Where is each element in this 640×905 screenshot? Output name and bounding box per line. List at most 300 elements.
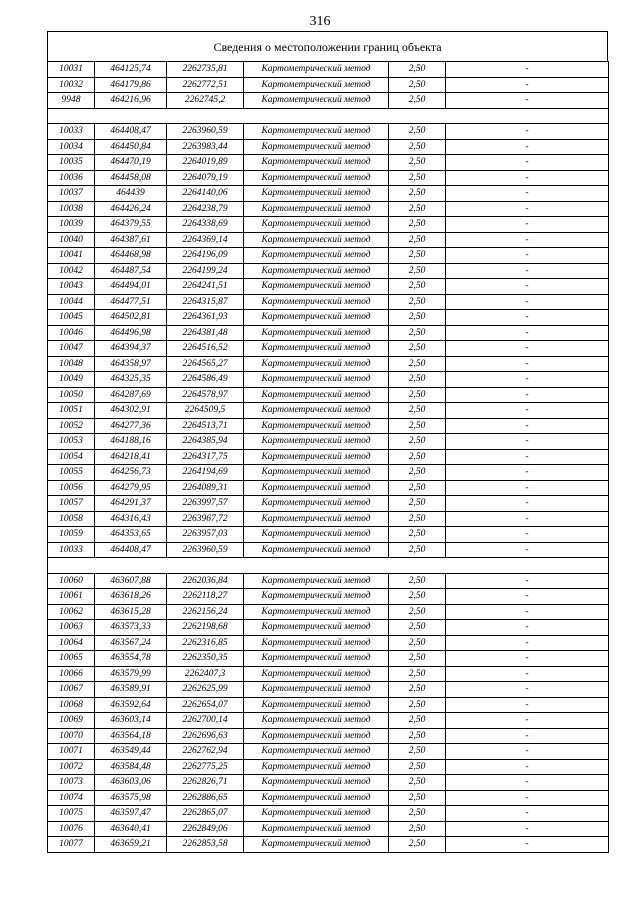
precision-cell: 2,50 (389, 217, 446, 233)
precision-cell: 2,50 (389, 356, 446, 372)
point-number-cell: 10046 (48, 325, 95, 341)
description-cell: - (446, 837, 609, 853)
point-number-cell: 10052 (48, 418, 95, 434)
precision-cell: 2,50 (389, 124, 446, 140)
coordinate-y-cell: 2264578,97 (167, 387, 244, 403)
description-cell: - (446, 480, 609, 496)
coordinate-y-cell: 2262775,25 (167, 759, 244, 775)
coordinate-x-cell: 463564,18 (95, 728, 167, 744)
point-number-cell: 10058 (48, 511, 95, 527)
coordinate-x-cell: 464287,69 (95, 387, 167, 403)
precision-cell: 2,50 (389, 697, 446, 713)
precision-cell: 2,50 (389, 542, 446, 558)
coordinate-x-cell: 464494,01 (95, 279, 167, 295)
coordinate-x-cell: 463618,26 (95, 589, 167, 605)
description-cell: - (446, 651, 609, 667)
point-number-cell: 10033 (48, 124, 95, 140)
point-number-cell: 10068 (48, 697, 95, 713)
precision-cell: 2,50 (389, 434, 446, 450)
coordinate-x-cell: 464468,98 (95, 248, 167, 264)
method-cell: Картометрический метод (244, 93, 389, 109)
point-number-cell: 10067 (48, 682, 95, 698)
description-cell: - (446, 449, 609, 465)
method-cell: Картометрический метод (244, 418, 389, 434)
group-separator-row (48, 558, 609, 574)
point-number-cell: 10033 (48, 542, 95, 558)
coordinate-y-cell: 2264238,79 (167, 201, 244, 217)
point-number-cell: 10039 (48, 217, 95, 233)
coordinate-x-cell: 463640,41 (95, 821, 167, 837)
point-number-cell: 10032 (48, 77, 95, 93)
precision-cell: 2,50 (389, 589, 446, 605)
table-row (48, 465, 609, 481)
table-row (48, 527, 609, 543)
coordinate-x-cell: 464316,43 (95, 511, 167, 527)
method-cell: Картометрический метод (244, 651, 389, 667)
precision-cell: 2,50 (389, 527, 446, 543)
coordinate-x-cell: 463567,24 (95, 635, 167, 651)
point-number-cell: 10043 (48, 279, 95, 295)
precision-cell: 2,50 (389, 387, 446, 403)
description-cell: - (446, 372, 609, 388)
coordinate-x-cell: 464496,98 (95, 325, 167, 341)
precision-cell: 2,50 (389, 573, 446, 589)
separator-cell (48, 558, 609, 574)
method-cell: Картометрический метод (244, 635, 389, 651)
method-cell: Картометрический метод (244, 217, 389, 233)
table-row (48, 449, 609, 465)
table-row (48, 232, 609, 248)
description-cell: - (446, 573, 609, 589)
coordinate-x-cell: 464379,55 (95, 217, 167, 233)
method-cell: Картометрический метод (244, 201, 389, 217)
coordinate-x-cell: 464291,37 (95, 496, 167, 512)
coordinate-y-cell: 2262853,58 (167, 837, 244, 853)
point-number-cell: 10076 (48, 821, 95, 837)
point-number-cell: 10042 (48, 263, 95, 279)
precision-cell: 2,50 (389, 465, 446, 481)
method-cell: Картометрический метод (244, 713, 389, 729)
method-cell: Картометрический метод (244, 403, 389, 419)
table-row (48, 651, 609, 667)
coordinate-y-cell: 2263960,59 (167, 542, 244, 558)
description-cell: - (446, 790, 609, 806)
coordinate-y-cell: 2264513,71 (167, 418, 244, 434)
method-cell: Картометрический метод (244, 170, 389, 186)
coordinate-x-cell: 463592,64 (95, 697, 167, 713)
coordinate-y-cell: 2262118,27 (167, 589, 244, 605)
coordinate-y-cell: 2264338,69 (167, 217, 244, 233)
point-number-cell: 10044 (48, 294, 95, 310)
method-cell: Картометрический метод (244, 604, 389, 620)
method-cell: Картометрический метод (244, 232, 389, 248)
description-cell: - (446, 542, 609, 558)
coordinate-y-cell: 2264317,75 (167, 449, 244, 465)
description-cell: - (446, 356, 609, 372)
separator-cell (48, 108, 609, 124)
point-number-cell: 10047 (48, 341, 95, 357)
precision-cell: 2,50 (389, 139, 446, 155)
table-row (48, 186, 609, 202)
coordinate-y-cell: 2264199,24 (167, 263, 244, 279)
coordinate-y-cell: 2262156,24 (167, 604, 244, 620)
point-number-cell: 10064 (48, 635, 95, 651)
coordinate-y-cell: 2264361,93 (167, 310, 244, 326)
coordinate-x-cell: 464358,97 (95, 356, 167, 372)
coordinate-x-cell: 464325,35 (95, 372, 167, 388)
coordinates-table (47, 61, 609, 853)
point-number-cell: 10072 (48, 759, 95, 775)
method-cell: Картометрический метод (244, 775, 389, 791)
coordinate-y-cell: 2262826,71 (167, 775, 244, 791)
coordinate-y-cell: 2262625,99 (167, 682, 244, 698)
description-cell: - (446, 201, 609, 217)
group-separator-row (48, 108, 609, 124)
table-row (48, 806, 609, 822)
method-cell: Картометрический метод (244, 759, 389, 775)
description-cell: - (446, 403, 609, 419)
table-row (48, 201, 609, 217)
method-cell: Картометрический метод (244, 263, 389, 279)
coordinate-y-cell: 2262654,07 (167, 697, 244, 713)
method-cell: Картометрический метод (244, 527, 389, 543)
description-cell: - (446, 806, 609, 822)
point-number-cell: 10040 (48, 232, 95, 248)
point-number-cell: 10037 (48, 186, 95, 202)
description-cell: - (446, 387, 609, 403)
method-cell: Картометрический метод (244, 310, 389, 326)
description-cell: - (446, 263, 609, 279)
precision-cell: 2,50 (389, 604, 446, 620)
method-cell: Картометрический метод (244, 573, 389, 589)
coordinate-y-cell: 2264079,19 (167, 170, 244, 186)
table-row (48, 620, 609, 636)
point-number-cell: 10069 (48, 713, 95, 729)
description-cell: - (446, 759, 609, 775)
coordinate-x-cell: 463554,78 (95, 651, 167, 667)
point-number-cell: 10070 (48, 728, 95, 744)
point-number-cell: 9948 (48, 93, 95, 109)
coordinate-x-cell: 464408,47 (95, 542, 167, 558)
precision-cell: 2,50 (389, 341, 446, 357)
coordinate-y-cell: 2262700,14 (167, 713, 244, 729)
coordinate-x-cell: 464353,65 (95, 527, 167, 543)
method-cell: Картометрический метод (244, 387, 389, 403)
coordinate-x-cell: 464470,19 (95, 155, 167, 171)
table-row (48, 589, 609, 605)
precision-cell: 2,50 (389, 294, 446, 310)
point-number-cell: 10034 (48, 139, 95, 155)
method-cell: Картометрический метод (244, 77, 389, 93)
description-cell: - (446, 697, 609, 713)
table-row (48, 635, 609, 651)
coordinate-x-cell: 464216,96 (95, 93, 167, 109)
method-cell: Картометрический метод (244, 697, 389, 713)
method-cell: Картометрический метод (244, 728, 389, 744)
coordinate-y-cell: 2263967,72 (167, 511, 244, 527)
coordinate-y-cell: 2262350,35 (167, 651, 244, 667)
coordinate-x-cell: 464218,41 (95, 449, 167, 465)
table-row (48, 124, 609, 140)
coordinate-x-cell: 463549,44 (95, 744, 167, 760)
point-number-cell: 10053 (48, 434, 95, 450)
point-number-cell: 10056 (48, 480, 95, 496)
description-cell: - (446, 682, 609, 698)
coordinate-x-cell: 463603,06 (95, 775, 167, 791)
point-number-cell: 10061 (48, 589, 95, 605)
point-number-cell: 10074 (48, 790, 95, 806)
method-cell: Картометрический метод (244, 186, 389, 202)
coordinate-x-cell: 464502,81 (95, 310, 167, 326)
coordinate-x-cell: 464408,47 (95, 124, 167, 140)
table-row (48, 403, 609, 419)
coordinate-y-cell: 2262735,81 (167, 62, 244, 78)
coordinates-table-body (48, 62, 609, 853)
method-cell: Картометрический метод (244, 341, 389, 357)
table-row (48, 790, 609, 806)
coordinate-x-cell: 464426,24 (95, 201, 167, 217)
coordinate-y-cell: 2264509,5 (167, 403, 244, 419)
method-cell: Картометрический метод (244, 806, 389, 822)
coordinate-y-cell: 2264196,09 (167, 248, 244, 264)
description-cell: - (446, 310, 609, 326)
coordinate-y-cell: 2262407,3 (167, 666, 244, 682)
precision-cell: 2,50 (389, 480, 446, 496)
coordinate-y-cell: 2262865,07 (167, 806, 244, 822)
coordinate-y-cell: 2264385,94 (167, 434, 244, 450)
point-number-cell: 10065 (48, 651, 95, 667)
precision-cell: 2,50 (389, 186, 446, 202)
table-title: Сведения о местоположении границ объекта (47, 31, 608, 61)
point-number-cell: 10045 (48, 310, 95, 326)
coordinate-x-cell: 463603,14 (95, 713, 167, 729)
table-row (48, 372, 609, 388)
point-number-cell: 10051 (48, 403, 95, 419)
table-row (48, 356, 609, 372)
precision-cell: 2,50 (389, 372, 446, 388)
method-cell: Картометрический метод (244, 139, 389, 155)
table-row (48, 434, 609, 450)
description-cell: - (446, 62, 609, 78)
point-number-cell: 10038 (48, 201, 95, 217)
description-cell: - (446, 434, 609, 450)
description-cell: - (446, 341, 609, 357)
coordinate-y-cell: 2264315,87 (167, 294, 244, 310)
description-cell: - (446, 77, 609, 93)
coordinate-y-cell: 2262849,06 (167, 821, 244, 837)
coordinate-x-cell: 464302,91 (95, 403, 167, 419)
coordinate-y-cell: 2263983,44 (167, 139, 244, 155)
precision-cell: 2,50 (389, 790, 446, 806)
method-cell: Картометрический метод (244, 124, 389, 140)
point-number-cell: 10063 (48, 620, 95, 636)
coordinate-x-cell: 464439 (95, 186, 167, 202)
description-cell: - (446, 589, 609, 605)
table-row (48, 248, 609, 264)
coordinate-x-cell: 463607,88 (95, 573, 167, 589)
coordinate-x-cell: 463573,33 (95, 620, 167, 636)
precision-cell: 2,50 (389, 775, 446, 791)
table-row (48, 604, 609, 620)
description-cell: - (446, 527, 609, 543)
description-cell: - (446, 294, 609, 310)
precision-cell: 2,50 (389, 682, 446, 698)
precision-cell: 2,50 (389, 232, 446, 248)
table-row (48, 496, 609, 512)
table-row (48, 775, 609, 791)
method-cell: Картометрический метод (244, 465, 389, 481)
precision-cell: 2,50 (389, 666, 446, 682)
precision-cell: 2,50 (389, 310, 446, 326)
table-row (48, 728, 609, 744)
table-row (48, 170, 609, 186)
coordinate-x-cell: 463579,99 (95, 666, 167, 682)
coordinate-x-cell: 464394,37 (95, 341, 167, 357)
point-number-cell: 10036 (48, 170, 95, 186)
coordinate-y-cell: 2263957,03 (167, 527, 244, 543)
method-cell: Картометрический метод (244, 511, 389, 527)
precision-cell: 2,50 (389, 170, 446, 186)
table-row (48, 294, 609, 310)
table-row (48, 744, 609, 760)
table-row (48, 418, 609, 434)
description-cell: - (446, 728, 609, 744)
method-cell: Картометрический метод (244, 294, 389, 310)
method-cell: Картометрический метод (244, 155, 389, 171)
coordinate-x-cell: 463597,47 (95, 806, 167, 822)
method-cell: Картометрический метод (244, 372, 389, 388)
coordinate-y-cell: 2262036,84 (167, 573, 244, 589)
coordinate-y-cell: 2264586,49 (167, 372, 244, 388)
method-cell: Картометрический метод (244, 620, 389, 636)
page-number: 316 (309, 14, 331, 29)
description-cell: - (446, 248, 609, 264)
description-cell: - (446, 666, 609, 682)
coordinate-x-cell: 464256,73 (95, 465, 167, 481)
precision-cell: 2,50 (389, 635, 446, 651)
coordinate-y-cell: 2262696,63 (167, 728, 244, 744)
point-number-cell: 10049 (48, 372, 95, 388)
method-cell: Картометрический метод (244, 821, 389, 837)
precision-cell: 2,50 (389, 325, 446, 341)
method-cell: Картометрический метод (244, 62, 389, 78)
table-row (48, 821, 609, 837)
description-cell: - (446, 93, 609, 109)
table-row (48, 573, 609, 589)
description-cell: - (446, 604, 609, 620)
description-cell: - (446, 279, 609, 295)
precision-cell: 2,50 (389, 759, 446, 775)
coordinate-x-cell: 464387,61 (95, 232, 167, 248)
coordinates-sheet (47, 31, 608, 853)
precision-cell: 2,50 (389, 728, 446, 744)
precision-cell: 2,50 (389, 496, 446, 512)
point-number-cell: 10066 (48, 666, 95, 682)
table-row (48, 759, 609, 775)
method-cell: Картометрический метод (244, 837, 389, 853)
coordinate-x-cell: 464188,16 (95, 434, 167, 450)
table-row (48, 682, 609, 698)
description-cell: - (446, 155, 609, 171)
table-row (48, 77, 609, 93)
point-number-cell: 10041 (48, 248, 95, 264)
description-cell: - (446, 821, 609, 837)
coordinate-y-cell: 2264381,48 (167, 325, 244, 341)
table-row (48, 341, 609, 357)
method-cell: Картометрический метод (244, 248, 389, 264)
table-row (48, 279, 609, 295)
point-number-cell: 10077 (48, 837, 95, 853)
point-number-cell: 10071 (48, 744, 95, 760)
coordinate-y-cell: 2264089,31 (167, 480, 244, 496)
method-cell: Картометрический метод (244, 480, 389, 496)
point-number-cell: 10073 (48, 775, 95, 791)
precision-cell: 2,50 (389, 806, 446, 822)
coordinate-y-cell: 2263960,59 (167, 124, 244, 140)
method-cell: Картометрический метод (244, 744, 389, 760)
coordinate-x-cell: 463615,28 (95, 604, 167, 620)
description-cell: - (446, 511, 609, 527)
description-cell: - (446, 170, 609, 186)
point-number-cell: 10055 (48, 465, 95, 481)
point-number-cell: 10031 (48, 62, 95, 78)
table-row (48, 263, 609, 279)
coordinate-y-cell: 2264369,14 (167, 232, 244, 248)
table-row (48, 155, 609, 171)
table-row (48, 62, 609, 78)
description-cell: - (446, 635, 609, 651)
coordinate-y-cell: 2264019,89 (167, 155, 244, 171)
precision-cell: 2,50 (389, 713, 446, 729)
coordinate-x-cell: 464450,84 (95, 139, 167, 155)
coordinate-x-cell: 463659,21 (95, 837, 167, 853)
precision-cell: 2,50 (389, 403, 446, 419)
precision-cell: 2,50 (389, 263, 446, 279)
method-cell: Картометрический метод (244, 790, 389, 806)
precision-cell: 2,50 (389, 449, 446, 465)
precision-cell: 2,50 (389, 62, 446, 78)
description-cell: - (446, 713, 609, 729)
method-cell: Картометрический метод (244, 589, 389, 605)
coordinate-y-cell: 2262886,65 (167, 790, 244, 806)
description-cell: - (446, 418, 609, 434)
coordinate-x-cell: 463575,98 (95, 790, 167, 806)
coordinate-x-cell: 463589,91 (95, 682, 167, 698)
method-cell: Картометрический метод (244, 325, 389, 341)
precision-cell: 2,50 (389, 837, 446, 853)
method-cell: Картометрический метод (244, 682, 389, 698)
precision-cell: 2,50 (389, 201, 446, 217)
description-cell: - (446, 325, 609, 341)
coordinate-x-cell: 464487,54 (95, 263, 167, 279)
table-row (48, 697, 609, 713)
table-row (48, 666, 609, 682)
table-row (48, 325, 609, 341)
table-row (48, 542, 609, 558)
point-number-cell: 10059 (48, 527, 95, 543)
coordinate-x-cell: 464277,36 (95, 418, 167, 434)
precision-cell: 2,50 (389, 511, 446, 527)
description-cell: - (446, 775, 609, 791)
precision-cell: 2,50 (389, 744, 446, 760)
coordinate-y-cell: 2264140,06 (167, 186, 244, 202)
point-number-cell: 10035 (48, 155, 95, 171)
point-number-cell: 10057 (48, 496, 95, 512)
precision-cell: 2,50 (389, 93, 446, 109)
coordinate-x-cell: 464458,08 (95, 170, 167, 186)
precision-cell: 2,50 (389, 418, 446, 434)
precision-cell: 2,50 (389, 651, 446, 667)
